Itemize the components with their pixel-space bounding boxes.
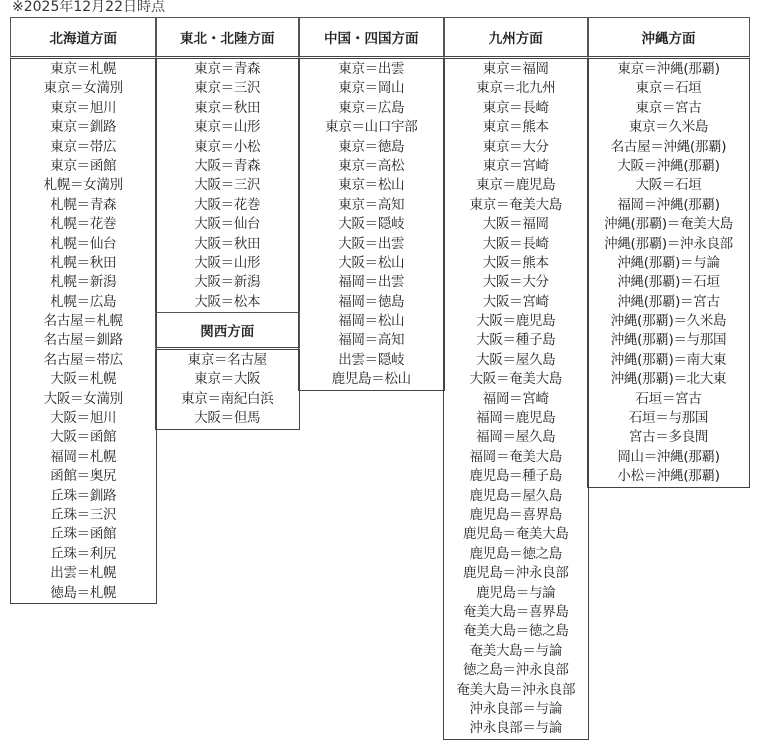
route-item: 大阪＝福岡 xyxy=(482,216,549,233)
route-item: 福岡＝宮崎 xyxy=(482,390,549,407)
route-item: 沖縄(那覇)＝宮古 xyxy=(617,293,720,310)
route-item: 丘珠＝三沢 xyxy=(50,506,117,523)
route-item: 福岡＝鹿児島 xyxy=(476,410,556,427)
route-item: 大阪＝熊本 xyxy=(482,254,549,271)
route-item: 大阪＝長崎 xyxy=(482,235,549,252)
route-item: 鹿児島＝種子島 xyxy=(469,468,562,485)
column-hokkaido xyxy=(10,17,157,604)
route-item: 東京＝旭川 xyxy=(50,99,117,116)
route-item: 大阪＝奄美大島 xyxy=(469,371,562,388)
route-item: 鹿児島＝与論 xyxy=(476,584,556,601)
route-item: 奄美大島＝与論 xyxy=(469,642,562,659)
route-list-kyushu xyxy=(443,59,589,740)
route-item: 東京＝宮古 xyxy=(635,99,702,116)
column-header-okinawa: 沖縄方面 xyxy=(587,17,750,59)
route-item: 徳島＝札幌 xyxy=(50,584,117,601)
route-item: 大阪＝石垣 xyxy=(635,177,702,194)
route-item: 札幌＝新潟 xyxy=(50,274,117,291)
route-item: 奄美大島＝徳之島 xyxy=(462,623,569,640)
route-item: 大阪＝大分 xyxy=(482,274,549,291)
route-item: 東京＝熊本 xyxy=(482,119,549,136)
route-item: 大阪＝札幌 xyxy=(50,371,117,388)
route-list-hokkaido xyxy=(10,59,157,604)
route-item: 丘珠＝函館 xyxy=(50,526,117,543)
route-item: 大阪＝秋田 xyxy=(194,235,261,252)
route-item: 福岡＝屋久島 xyxy=(476,429,556,446)
route-item: 沖縄(那覇)＝南大東 xyxy=(610,351,727,368)
route-item: 東京＝釧路 xyxy=(50,119,117,136)
column-kyushu xyxy=(443,17,589,740)
column-chugoku-shikoku xyxy=(298,17,445,391)
route-item: 東京＝鹿児島 xyxy=(476,177,556,194)
route-item: 東京＝北九州 xyxy=(476,80,556,97)
route-item: 東京＝三沢 xyxy=(194,80,261,97)
route-item: 沖縄(那覇)＝与那国 xyxy=(610,332,727,349)
route-item: 東京＝久米島 xyxy=(628,119,709,136)
route-item: 東京＝名古屋 xyxy=(187,352,267,368)
route-item: 奄美大島＝沖永良部 xyxy=(456,681,576,698)
route-item: 東京＝松山 xyxy=(338,177,405,194)
route-item: 名古屋＝沖縄(那覇) xyxy=(610,138,727,155)
route-item: 東京＝奄美大島 xyxy=(469,196,562,213)
route-item: 東京＝宮崎 xyxy=(482,157,549,174)
route-item: 石垣＝宮古 xyxy=(635,390,702,407)
route-item: 鹿児島＝沖永良部 xyxy=(462,565,569,582)
route-item: 大阪＝花巻 xyxy=(194,196,261,213)
route-item: 大阪＝屋久島 xyxy=(476,351,556,368)
route-item: 大阪＝女満別 xyxy=(43,390,123,407)
route-item: 名古屋＝札幌 xyxy=(43,313,123,330)
route-item: 沖縄(那覇)＝与論 xyxy=(617,254,720,271)
route-item: 東京＝岡山 xyxy=(338,80,405,97)
route-item: 丘珠＝釧路 xyxy=(50,487,117,504)
route-item: 札幌＝青森 xyxy=(50,196,117,213)
route-item: 大阪＝松本 xyxy=(194,293,261,310)
route-item: 大阪＝鹿児島 xyxy=(476,313,556,330)
route-item: 札幌＝秋田 xyxy=(50,254,117,271)
route-item: 東京＝南紀白浜 xyxy=(181,390,274,407)
route-item: 名古屋＝帯広 xyxy=(43,351,123,368)
route-item: 東京＝高松 xyxy=(338,157,405,174)
route-item: 東京＝函館 xyxy=(50,157,117,174)
route-item: 鹿児島＝奄美大島 xyxy=(462,526,569,543)
route-item: 東京＝大分 xyxy=(482,138,549,155)
route-item: 東京＝沖縄(那覇) xyxy=(617,61,720,77)
column-header-kansai: 関西方面 xyxy=(155,312,300,350)
route-item: 沖縄(那覇)＝沖永良部 xyxy=(604,235,733,252)
route-item: 福岡＝沖縄(那覇) xyxy=(617,196,720,213)
route-list-kansai xyxy=(155,350,300,430)
column-okinawa xyxy=(587,17,750,488)
column-header-hokkaido: 北海道方面 xyxy=(10,17,157,59)
route-item: 東京＝小松 xyxy=(194,138,261,155)
route-item: 東京＝出雲 xyxy=(338,61,405,77)
route-item: 沖縄(那覇)＝石垣 xyxy=(617,274,720,291)
route-item: 東京＝大阪 xyxy=(194,371,261,388)
route-item: 大阪＝宮崎 xyxy=(482,293,549,310)
route-item: 沖縄(那覇)＝北大東 xyxy=(610,371,727,388)
route-item: 鹿児島＝喜界島 xyxy=(469,506,562,523)
route-item: 東京＝石垣 xyxy=(635,80,702,97)
route-item: 東京＝秋田 xyxy=(194,99,261,116)
route-item: 沖縄(那覇)＝久米島 xyxy=(610,313,727,330)
route-item: 札幌＝仙台 xyxy=(50,235,117,252)
route-item: 東京＝札幌 xyxy=(50,61,117,77)
route-item: 大阪＝函館 xyxy=(50,429,117,446)
column-header-tohoku-hokuriku: 東北・北陸方面 xyxy=(155,17,300,59)
route-item: 東京＝女満別 xyxy=(43,80,123,97)
route-item: 大阪＝種子島 xyxy=(476,332,556,349)
column-tohoku-hokuriku xyxy=(155,17,300,313)
route-item: 東京＝福岡 xyxy=(482,61,549,77)
route-item: 小松＝沖縄(那覇) xyxy=(617,468,720,485)
route-item: 徳之島＝沖永良部 xyxy=(462,662,569,679)
route-item: 大阪＝三沢 xyxy=(194,177,261,194)
route-item: 石垣＝与那国 xyxy=(628,410,709,427)
route-item: 奄美大島＝喜界島 xyxy=(462,603,569,620)
route-item: 出雲＝隠岐 xyxy=(338,351,405,368)
route-item: 大阪＝出雲 xyxy=(338,235,405,252)
column-header-chugoku-shikoku: 中国・四国方面 xyxy=(298,17,445,59)
route-item: 大阪＝沖縄(那覇) xyxy=(617,157,720,174)
route-item: 東京＝山口宇部 xyxy=(325,119,418,136)
route-item: 沖永良部＝与論 xyxy=(469,700,562,717)
route-item: 東京＝高知 xyxy=(338,196,405,213)
route-item: 福岡＝徳島 xyxy=(338,293,405,310)
route-item: 大阪＝仙台 xyxy=(194,216,261,233)
column-kansai xyxy=(155,312,300,430)
route-item: 鹿児島＝松山 xyxy=(331,371,411,388)
route-item: 福岡＝松山 xyxy=(338,313,405,330)
route-item: 福岡＝高知 xyxy=(338,332,405,349)
route-item: 大阪＝隠岐 xyxy=(338,216,405,233)
route-list-okinawa xyxy=(587,59,750,488)
route-item: 大阪＝新潟 xyxy=(194,274,261,291)
route-item: 札幌＝花巻 xyxy=(50,216,117,233)
route-item: 岡山＝沖縄(那覇) xyxy=(617,448,720,465)
route-item: 東京＝徳島 xyxy=(338,138,405,155)
route-item: 鹿児島＝屋久島 xyxy=(469,487,562,504)
route-item: 福岡＝出雲 xyxy=(338,274,405,291)
route-item: 大阪＝但馬 xyxy=(194,410,261,427)
route-item: 鹿児島＝徳之島 xyxy=(469,545,562,562)
route-item: 札幌＝広島 xyxy=(50,293,117,310)
route-item: 名古屋＝釧路 xyxy=(43,332,123,349)
route-item: 東京＝帯広 xyxy=(50,138,117,155)
route-item: 沖縄(那覇)＝奄美大島 xyxy=(604,216,733,233)
route-item: 大阪＝青森 xyxy=(194,157,261,174)
as-of-date-note: ※2025年12月22日時点 xyxy=(12,0,165,15)
route-item: 東京＝広島 xyxy=(338,99,405,116)
route-item: 福岡＝奄美大島 xyxy=(469,448,562,465)
route-item: 沖永良部＝与論 xyxy=(469,720,562,737)
route-item: 福岡＝札幌 xyxy=(50,448,117,465)
route-item: 宮古＝多良間 xyxy=(628,429,709,446)
route-item: 大阪＝旭川 xyxy=(50,410,117,427)
route-item: 東京＝山形 xyxy=(194,119,261,136)
route-item: 丘珠＝利尻 xyxy=(50,545,117,562)
route-item: 出雲＝札幌 xyxy=(50,565,117,582)
route-item: 札幌＝女満別 xyxy=(43,177,123,194)
route-list-tohoku-hokuriku xyxy=(155,59,300,313)
route-list-chugoku-shikoku xyxy=(298,59,445,391)
route-item: 東京＝長崎 xyxy=(482,99,549,116)
route-item: 大阪＝松山 xyxy=(338,254,405,271)
route-item: 函館＝奥尻 xyxy=(50,468,117,485)
route-item: 大阪＝山形 xyxy=(194,254,261,271)
column-header-kyushu: 九州方面 xyxy=(443,17,589,59)
route-item: 東京＝青森 xyxy=(194,61,261,77)
